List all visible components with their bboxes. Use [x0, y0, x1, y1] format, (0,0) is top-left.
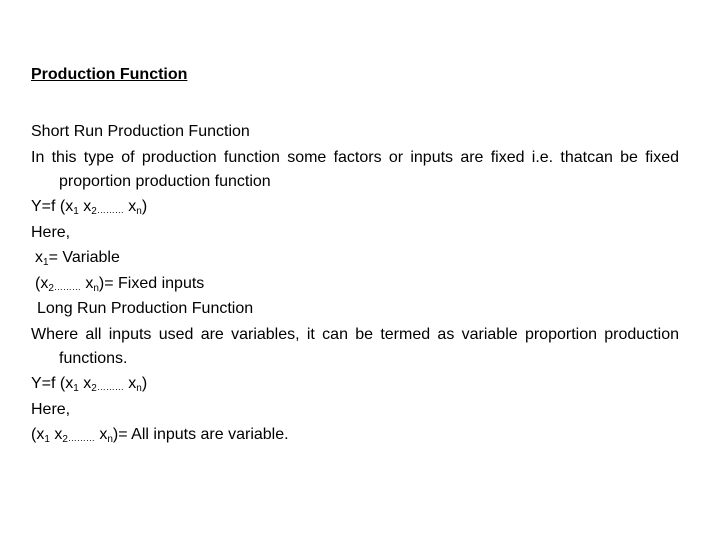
all-inputs-line: [31, 423, 679, 447]
slide-body: [31, 120, 679, 449]
var-x: x: [35, 249, 43, 266]
short-run-here: Here,: [31, 223, 71, 241]
subscript: n: [107, 434, 113, 445]
all-text: )= All inputs are variable.: [112, 426, 289, 443]
all-term: x: [49, 426, 63, 443]
formula-lhs: Y=f (x: [31, 375, 74, 392]
formula-term: x: [123, 198, 137, 215]
long-run-heading: Long Run Production Function: [37, 300, 254, 317]
all-term: x: [94, 426, 108, 443]
page-title: Production Function: [31, 66, 188, 83]
variable-line: [31, 246, 679, 270]
subscript: 1: [43, 257, 49, 268]
formula-term: x: [78, 198, 92, 215]
subscript: 2: [48, 282, 54, 294]
short-run-description: In this type of production function some factors or inputs are fixed i.e. thatcan be fixed proportion production function: [31, 148, 679, 190]
subscript: 1: [73, 206, 79, 217]
formula-lhs: Y=f (x: [31, 198, 74, 215]
var-text: = Variable: [48, 249, 120, 266]
formula-term: x: [123, 375, 137, 392]
subscript: 2: [62, 434, 68, 445]
subscript: 2: [91, 383, 97, 394]
subscript: 2: [91, 206, 97, 217]
short-run-heading: Short Run Production Function: [31, 123, 250, 140]
long-run-description: Where all inputs used are variables, it can be termed as variable proportion production functions.: [31, 325, 679, 367]
subscript: n: [93, 282, 99, 294]
fixed-term: x: [80, 274, 94, 292]
subscript: 1: [73, 383, 79, 394]
formula-close: ): [141, 375, 148, 392]
all-open: (x: [31, 426, 45, 443]
long-run-formula: [31, 372, 679, 396]
subscript: n: [136, 383, 142, 394]
fixed-inputs-line: [31, 272, 679, 296]
subscript: n: [136, 206, 142, 217]
ellipsis: ………: [96, 382, 124, 392]
fixed-open: (x: [35, 274, 49, 292]
formula-term: x: [78, 375, 92, 392]
short-run-formula: [31, 195, 679, 219]
fixed-text: )= Fixed inputs: [98, 274, 205, 292]
ellipsis: ………: [53, 281, 81, 292]
ellipsis: ………: [67, 433, 95, 443]
long-run-here: Here,: [31, 400, 71, 418]
ellipsis: ………: [96, 205, 124, 215]
formula-close: ): [141, 198, 148, 215]
subscript: 1: [44, 434, 50, 445]
